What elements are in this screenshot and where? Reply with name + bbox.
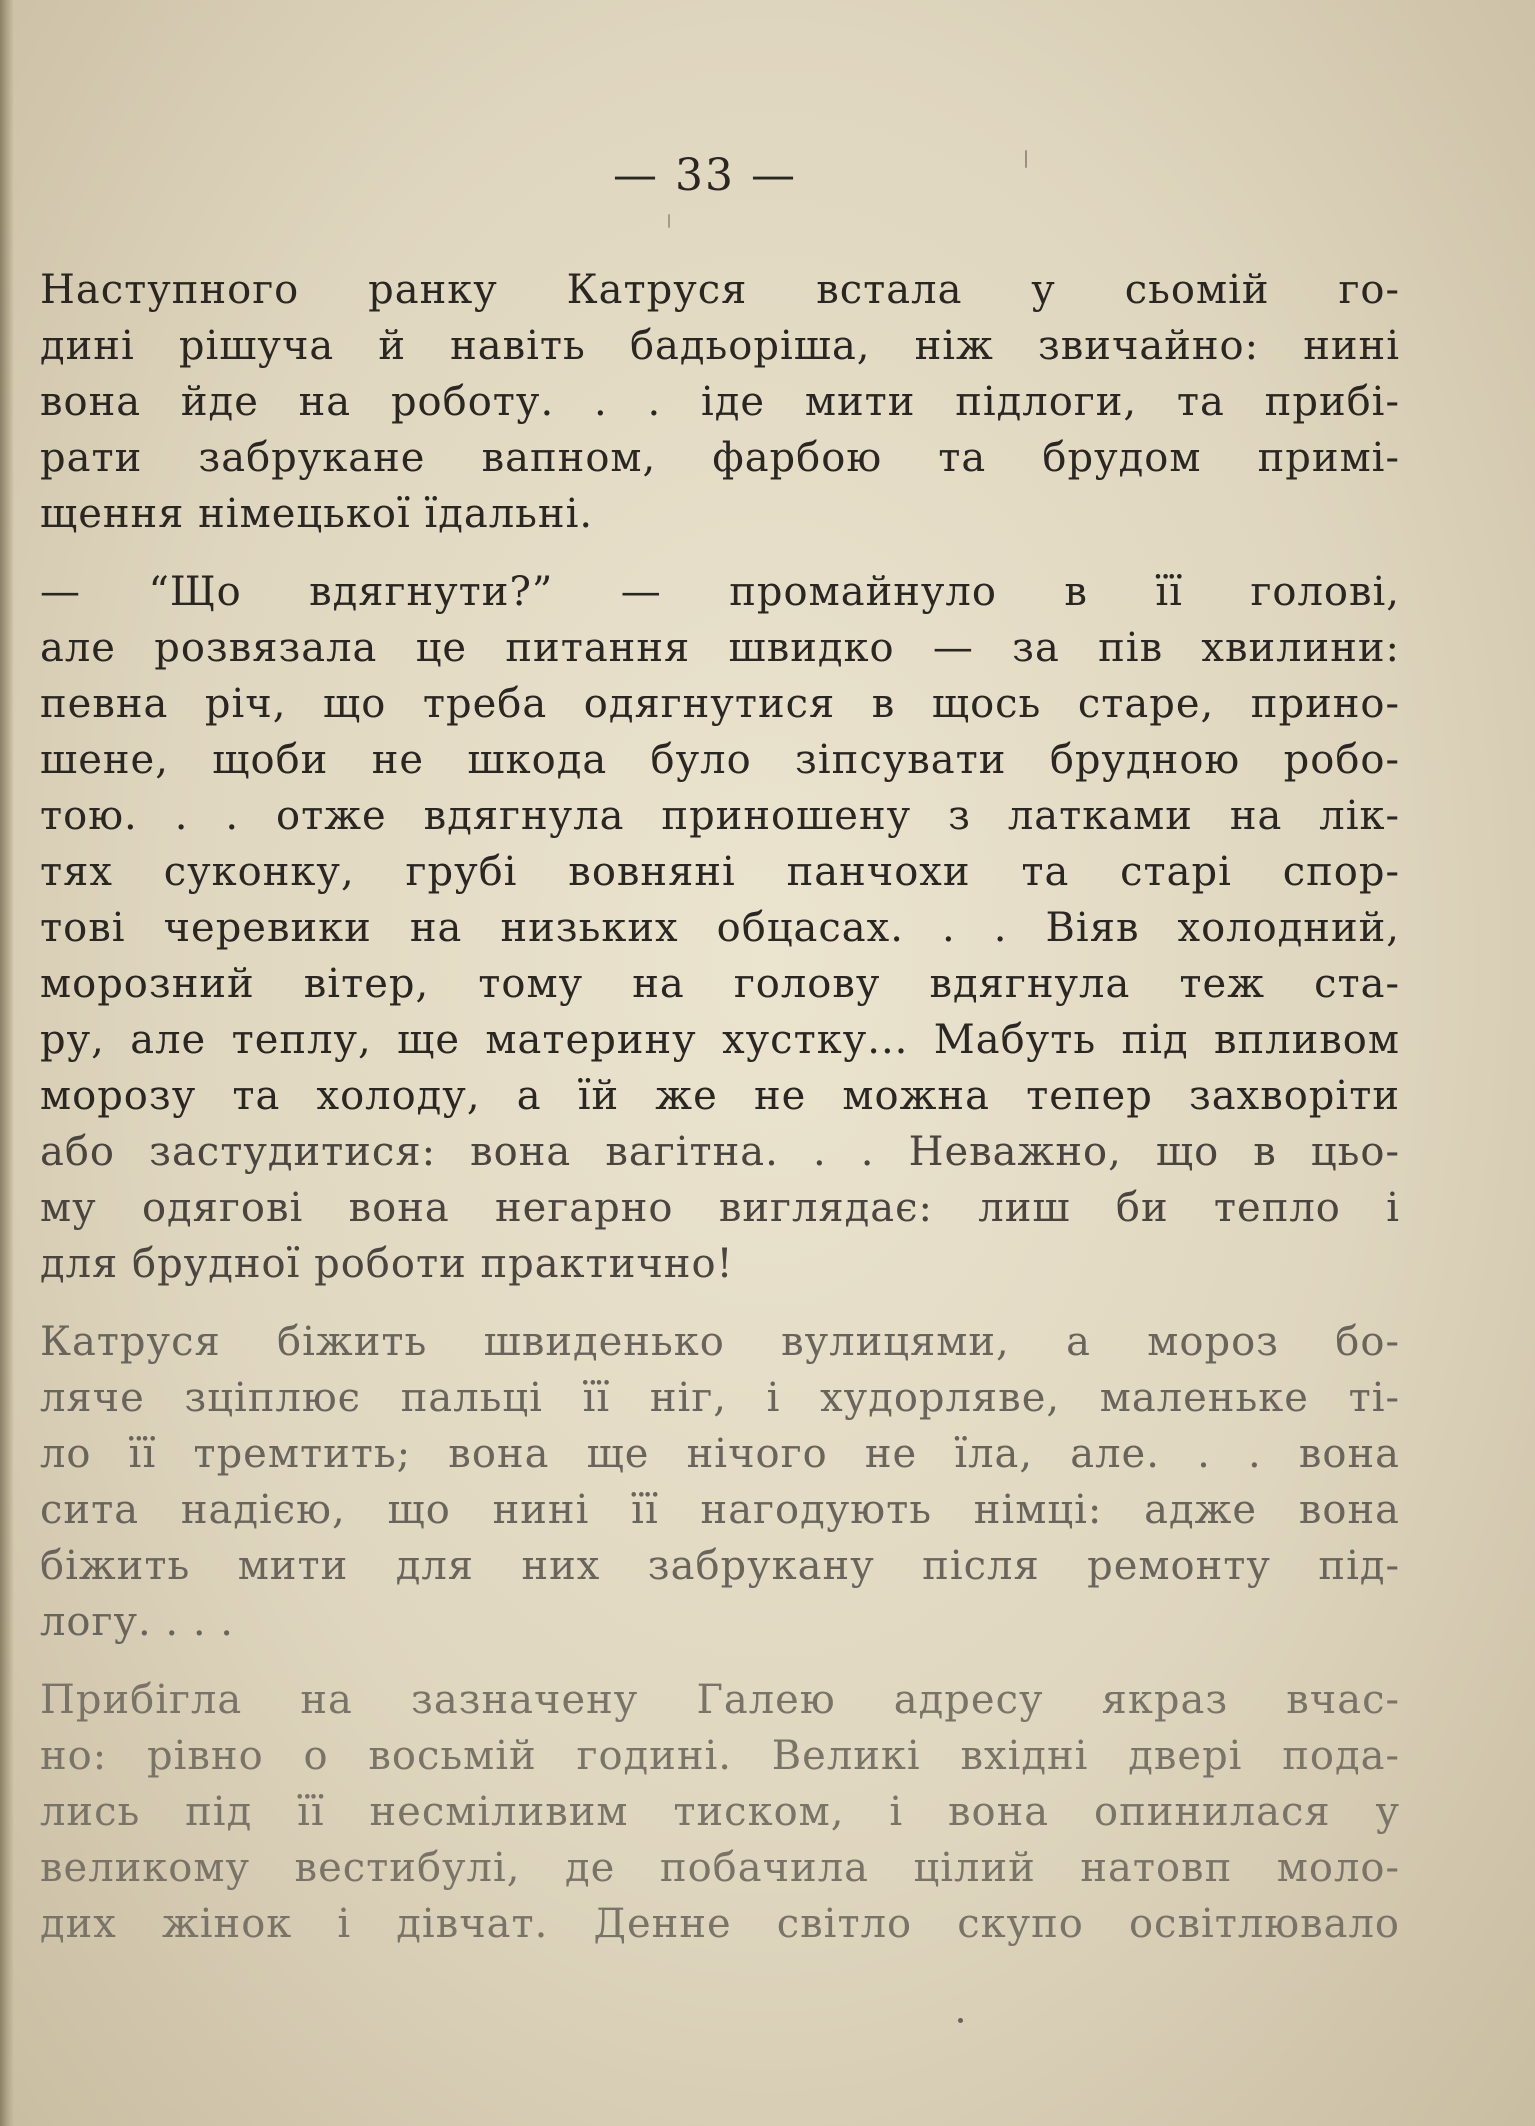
paragraph-2 [40,564,1400,1292]
text-line: тою. . . отже вдягнула приношену з латками на лік- [40,793,1400,839]
text-line: морозний вітер, тому на голову вдягнула теж ста- [40,961,1400,1007]
paragraph-3 [40,1314,1400,1650]
text-line: щення німецької їдальні. [40,491,594,537]
text-line: тях суконку, грубі вовняні панчохи та старі спор- [40,849,1400,895]
body-text [40,262,1400,1974]
paragraph-1 [40,262,1400,542]
text-line: лись під її несміливим тиском, і вона опинилася у [40,1789,1400,1835]
page-left-edge [0,0,14,2126]
paragraph-4 [40,1672,1400,1952]
text-line: шене, щоби не шкода було зіпсувати брудною робо- [40,737,1400,783]
text-line: логу. . . . [40,1599,234,1645]
text-line: тові черевики на низьких обцасах. . . Віяв холодний, [40,905,1400,951]
text-line: для брудної роботи практично! [40,1241,734,1287]
text-line: Наступного ранку Катруся встала у сьомій го- [40,267,1400,313]
text-line: но: рівно о восьмій годині. Великі вхідні двері пода- [40,1733,1400,1779]
text-line: ру, але теплу, ще материну хустку... Мабуть під впливом [40,1017,1400,1063]
text-line: але розвязала це питання швидко — за пів хвилини: [40,625,1400,671]
text-line: му одягові вона негарно виглядає: лиш би тепло і [40,1185,1400,1231]
paper-speck [1025,150,1027,168]
text-line: Катруся біжить швиденько вулицями, а мороз бо- [40,1319,1400,1365]
text-line: морозу та холоду, а їй же не можна тепер захворіти [40,1073,1400,1119]
text-line: — “Що вдягнути?” — промайнуло в її голові, [40,569,1400,615]
text-line: певна річ, що треба одягнутися в щось старе, прино- [40,681,1400,727]
paper-speck [958,2018,963,2023]
text-line: ляче зціплює пальці її ніг, і худорляве, маленьке ті- [40,1375,1400,1421]
paper-speck [668,214,670,228]
text-line: дих жінок і дівчат. Денне світло скупо освітлювало [40,1901,1400,1947]
text-line: вона йде на роботу. . . іде мити підлоги, та прибі- [40,379,1400,425]
page-number: — 33 — [613,150,797,201]
text-line: ло її тремтить; вона ще нічого не їла, але. . . вона [40,1431,1400,1477]
text-line: сита надією, що нині її нагодують німці: адже вона [40,1487,1400,1533]
text-line: або застудитися: вона вагітна. . . Неважно, що в цьо- [40,1129,1400,1175]
text-line: дині рішуча й навіть бадьоріша, ніж звичайно: нині [40,323,1400,369]
text-line: Прибігла на зазначену Галею адресу якраз вчас- [40,1677,1400,1723]
text-line: біжить мити для них забрукану після ремонту під- [40,1543,1400,1589]
text-line: рати забрукане вапном, фарбою та брудом примі- [40,435,1400,481]
text-line: великому вестибулі, де побачила цілий натовп моло- [40,1845,1400,1891]
